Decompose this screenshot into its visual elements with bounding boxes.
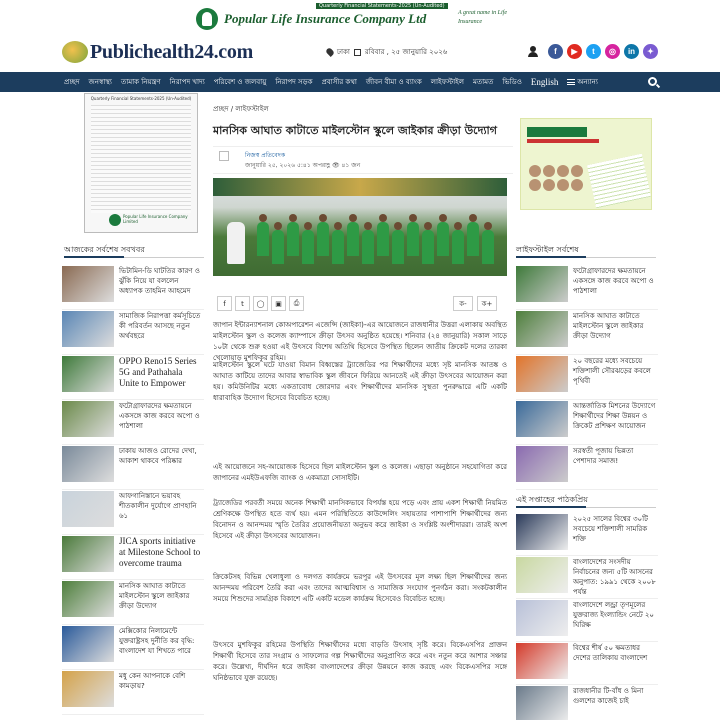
list-item[interactable] — [516, 514, 658, 556]
nav-expatriate[interactable]: প্রবাসীর কথা — [321, 78, 357, 86]
author-bar — [213, 146, 513, 174]
left-ad-company: Popular Life Insurance Company Limited — [123, 214, 188, 224]
article-paragraph: ক্রিকেটসহ বিভিন্ন খেলাধুলা ও দলগত কার্যক্রমে ভরপুর এই উৎসবের মূল লক্ষ্য ছিল শিক্ষার্থীদের জন্য আনন্দময় পরিবেশ তৈরি করা এবং তাদের আত্মবিশ্বাস ও সামাজিক সংযোগ পুনর্গঠন করা। সংকটকালীন সময়ে শিশুদের সামগ্রিক বিকাশে এটি একটি মডেল কার্যক্রম হিসেবেও বিবেচিত হচ্ছে। — [213, 573, 507, 603]
article-paragraph: মাইলস্টোন স্কুলে ঘটে যাওয়া বিমান বিধ্বস্তের ট্র্যাজেডির পর শিক্ষার্থীদের মধ্যে সৃষ্ট মানসিক আতঙ্ক ও আঘাত কাটিয়ে তাদের আবার স্বাভাবিক স্কুল জীবনে ফিরিয়ে আনতেই এই ক্রীড়া উৎসবের আয়োজন করা হয়। কমিউনিটির মধ্যে একতাবোধ জোরদার এবং শিক্ষার্থীদের মানসিক সুস্থতা পুনরুদ্ধারে এটি একটি ধারাবাহিক উদ্যোগ হিসেবে বিবেচিত হচ্ছে। — [213, 361, 507, 402]
popular-life-logo-icon — [196, 8, 218, 30]
player-figure — [347, 222, 359, 256]
left-section-heading: আজকের সর্বশেষ সবখবর — [64, 244, 204, 258]
list-item-headline[interactable]: ২০ বছরের মধ্যে সবচেয়ে শক্তিশালী সৌরঝড়ের কবলে পৃথিবী — [573, 357, 651, 385]
copy-link-icon[interactable]: ▣ — [271, 296, 286, 311]
list-item-thumbnail[interactable] — [516, 643, 568, 679]
list-item-thumbnail[interactable] — [516, 446, 568, 482]
nav-environment[interactable]: পরিবেশ ও জলবায়ু — [213, 78, 267, 86]
article-paragraph: জাপান ইন্টারন্যাশনাল কোঅপারেশন এজেন্সি (জাইকা)-এর আয়োজনে রাজধানীর উত্তরা এলাকায় অবস্থিত মাইলস্টোন স্কুল ও কলেজ ক্যাম্পাসে ক্রীড়া উৎসব অনুষ্ঠিত হয়েছে। শনিবার (২৪ জানুয়ারি) সকাল সাড়ে ১০টা থেকে শুরু হওয়া এই উৎসবে বিশেষ অতিথি হিসেবে উপস্থিত ছিলেন জাতীয় ক্রিকেট দলের তারকা খেলোয়াড় মুশফিকুর রহিম। — [213, 321, 507, 362]
list-item[interactable] — [516, 686, 658, 720]
weekly-popular-heading: এই সপ্তাহের পাঠকপ্রিয় — [516, 494, 656, 508]
list-item[interactable] — [62, 626, 204, 670]
right-sidebar-ad[interactable] — [520, 118, 652, 210]
author-name[interactable]: নিজস্ব প্রতিবেদক — [245, 152, 286, 159]
nav-video[interactable]: ভিডিও — [502, 78, 522, 86]
player-figure — [422, 230, 434, 264]
nav-insurance-bank[interactable]: জীবন বীমা ও ব্যাংক — [365, 78, 422, 86]
list-item-headline[interactable]: রাজধানীর টি-বাঁধ ও মিনা গুলশের কাজেই চাই — [573, 687, 644, 705]
list-item-thumbnail[interactable] — [516, 686, 568, 720]
list-item-headline[interactable]: আফগানিস্তানে ভয়াবহ শীতকালীন দুর্যোগে প্রাণহানি ৬১ — [119, 492, 197, 520]
list-item[interactable] — [62, 401, 204, 445]
list-item-thumbnail[interactable] — [62, 491, 114, 527]
site-logo[interactable] — [62, 38, 253, 66]
player-figure — [482, 230, 494, 264]
list-item-headline[interactable]: ভিটামিন-ডি ঘাটতির কারণ ও ঝুঁকি নিয়ে যা বললেন অধ্যাপক তাহমিন আহমেদ — [119, 267, 200, 295]
player-figure — [272, 230, 284, 264]
list-item[interactable] — [62, 311, 204, 355]
search-icon[interactable] — [648, 77, 657, 86]
list-item[interactable] — [516, 311, 658, 355]
view-count: ৪১ জন — [341, 162, 361, 169]
eye-icon: 👁 — [331, 162, 340, 169]
left-sidebar-ad[interactable] — [84, 93, 198, 233]
main-nav — [0, 72, 720, 92]
list-item-headline[interactable]: মেক্সিকোর নিলামেন্টে যুক্তরাষ্ট্রসহ দুর্নীতি কর বৃদ্ধি: বাংলাদেশ যা শিখতে পারে — [119, 627, 195, 655]
nav-lifestyle[interactable]: লাইফস্টাইল — [430, 78, 465, 86]
share-facebook-icon[interactable]: f — [217, 296, 232, 311]
list-item-headline[interactable]: বিশ্বের শীর্ষ ৫০ ক্ষমতাধর দেশের তালিকায় বাংলাদেশ — [573, 644, 648, 662]
player-figure — [407, 222, 419, 256]
breadcrumb — [213, 103, 269, 115]
list-item-thumbnail[interactable] — [62, 266, 114, 302]
ad-subtitle: Quarterly Financial Statements-2025 (Un-Audited) — [316, 3, 448, 9]
nav-home[interactable]: প্রচ্ছদ — [64, 78, 80, 86]
list-item-thumbnail[interactable] — [516, 311, 568, 347]
list-item-thumbnail[interactable] — [516, 557, 568, 593]
nav-safe-food[interactable]: নিরাপদ খাদ্য — [169, 78, 205, 86]
player-figure — [467, 222, 479, 256]
list-item[interactable] — [516, 401, 658, 445]
globe-logo-icon — [62, 41, 88, 63]
list-item-headline[interactable]: ফটোগ্রাফারদের ক্ষমতায়নে একসঙ্গে কাজ করবে অপো ও পাঠশালা — [119, 402, 200, 430]
player-figure — [302, 230, 314, 264]
event-banner — [213, 178, 507, 196]
share-twitter-icon[interactable]: t — [235, 296, 250, 311]
youtube-icon[interactable]: ▶ — [567, 44, 582, 59]
list-item-headline[interactable]: মানসিক আঘাত কাটাতে মাইলস্টোন স্কুলে জাইকার ক্রীড়া উদ্যোগ — [573, 312, 644, 340]
list-item-thumbnail[interactable] — [62, 311, 114, 347]
list-item-headline[interactable]: মধু কেন আপনাকে বেশি কামড়ায়? — [119, 672, 186, 690]
player-figure — [392, 230, 404, 264]
list-item-thumbnail[interactable] — [516, 266, 568, 302]
list-item-thumbnail[interactable] — [62, 581, 114, 617]
player-figure — [257, 222, 269, 256]
top-banner-ad[interactable] — [196, 4, 522, 34]
list-item-headline[interactable]: বাংলাদেশে লন্ড্রা তৃণমূলের যুক্তরাজ্য ইংল্যান্ডিং নেটে ২০ ঘিরিক্ষ — [573, 601, 654, 629]
list-item-headline[interactable]: ফটোগ্রাফারদের ক্ষমতায়নে একসঙ্গে কাজ করবে অপো ও পাঠশালা — [573, 267, 654, 295]
nav-more-label: অন্যান্য — [577, 78, 598, 86]
twitter-icon[interactable]: t — [586, 44, 601, 59]
list-item-headline[interactable]: সরস্বতী পূজায় ভিন্নতা পেশাদার সমাজ! — [573, 447, 634, 465]
font-increase-button[interactable]: ক+ — [477, 296, 497, 311]
location-pin-icon — [325, 47, 335, 57]
list-item[interactable] — [516, 600, 658, 642]
list-item[interactable] — [62, 491, 204, 535]
social-links — [528, 44, 658, 59]
breadcrumb-home[interactable]: প্রচ্ছদ — [213, 105, 229, 113]
list-item-thumbnail[interactable] — [516, 514, 568, 550]
player-figure — [332, 230, 344, 264]
hamburger-icon — [567, 79, 575, 85]
list-item-headline[interactable]: ২০২৫ সালের বিশ্বের ৩০টি সবচেয়ে শক্তিশালী সামরিক শক্তি — [573, 515, 648, 543]
list-item-headline[interactable]: মানসিক আঘাত কাটাতে মাইলস্টোন স্কুলে জাইকার ক্রীড়া উদ্যোগ — [119, 582, 190, 610]
cricketer-figure — [227, 222, 245, 264]
list-item[interactable] — [62, 356, 204, 400]
left-ad-heading: Quarterly Financial Statements-2025 (Un-Audited) — [90, 96, 192, 101]
share-bar — [213, 296, 507, 312]
podcast-icon[interactable]: ✦ — [643, 44, 658, 59]
financial-table-image — [91, 105, 191, 213]
right-ad-document-image — [587, 154, 651, 209]
list-item[interactable] — [62, 581, 204, 625]
list-item-thumbnail[interactable] — [62, 671, 114, 707]
date-text: রবিবার , ২৫ জানুয়ারি ২০২৬ — [364, 48, 448, 56]
list-item-headline[interactable]: আন্তর্জাতিক মিশনের উদ্যোগে শিক্ষার্থীদের শিক্ষা উন্নয়ন ও ক্রিকেট প্রশিক্ষণ আয়োজন — [573, 402, 656, 430]
player-figure — [362, 230, 374, 264]
list-item-thumbnail[interactable] — [516, 600, 568, 636]
list-item[interactable] — [62, 266, 204, 310]
player-figure — [287, 222, 299, 256]
ad-company-name: Popular Life Insurance Company Ltd — [224, 11, 427, 26]
nav-safe-road[interactable]: নিরাপদ সড়ক — [275, 78, 313, 86]
nav-public-health[interactable]: জনস্বাস্থ্য — [88, 78, 112, 86]
linkedin-icon[interactable]: in — [624, 44, 639, 59]
share-whatsapp-icon[interactable]: ◯ — [253, 296, 268, 311]
font-decrease-button[interactable]: ক- — [453, 296, 473, 311]
right-ad-header — [527, 127, 587, 137]
breadcrumb-section[interactable]: লাইফস্টাইল — [235, 105, 269, 113]
list-item-thumbnail[interactable] — [62, 356, 114, 392]
right-ad-portraits — [529, 165, 585, 191]
list-item[interactable] — [62, 446, 204, 490]
list-item[interactable] — [516, 356, 658, 400]
article-paragraph: এই আয়োজনে সহ-আয়োজক হিসেবে ছিল মাইলস্টোন স্কুল ও কলেজ। এছাড়া অনুষ্ঠানে সহযোগিতা করে জাপানের এমইউএফজি ব্যাংক ও একমাত্রা সোসাইটি। — [213, 463, 507, 482]
calendar-icon — [354, 49, 361, 56]
player-figure — [437, 222, 449, 256]
list-item-thumbnail[interactable] — [516, 401, 568, 437]
list-item[interactable] — [62, 536, 204, 580]
facebook-icon[interactable]: f — [548, 44, 563, 59]
print-icon[interactable]: ⎙ — [289, 296, 304, 311]
list-item[interactable] — [516, 446, 658, 490]
nav-opinion[interactable]: মতামত — [473, 78, 494, 86]
article-hero-image — [213, 178, 507, 276]
list-item-headline[interactable]: JICA sports initiative at Milestone School to overcome trauma — [119, 536, 201, 568]
lifestyle-latest-heading: লাইফস্টাইল সর্বশেষ — [516, 244, 656, 258]
left-ad-logo-icon — [109, 214, 121, 226]
player-figure — [377, 222, 389, 256]
author-avatar — [219, 151, 229, 161]
user-login-icon[interactable] — [528, 46, 538, 58]
list-item[interactable] — [516, 557, 658, 599]
nav-english[interactable]: English — [530, 77, 559, 87]
player-figure — [317, 222, 329, 256]
list-item-thumbnail[interactable] — [62, 401, 114, 437]
nav-more-menu[interactable] — [567, 76, 598, 88]
list-item-headline[interactable]: OPPO Reno15 Series 5G and Pathahala Unite to Empower — [119, 356, 197, 388]
article-paragraph: ট্র্যাজেডির পরবর্তী সময়ে অনেক শিক্ষার্থী মানসিকভাবে বিপর্যস্ত হয়ে পড়ে এবং প্রায় একশ শিক্ষার্থী নিয়মিত শ্রেণিকক্ষে উপস্থিত হতে ব্যর্থ হয়। এমন পরিস্থিতিতে কাউন্সেলিং সহায়তার পাশাপাশি শিক্ষার্থীদের জন্য বিনোদন ও আনন্দময় স্মৃতি তৈরির প্রয়োজনীয়তা অনুভব করে জাইকা ও সংশ্লিষ্ট অংশীদাররা। তারই অংশ হিসেবে এই ক্রীড়া উৎসবের আয়োজন। — [213, 499, 507, 540]
instagram-icon[interactable]: ◎ — [605, 44, 620, 59]
list-item[interactable] — [516, 643, 658, 685]
list-item-headline[interactable]: বাংলাদেশের সংসদীয় নির্বাচনের জন্য ৫টি আসনের অনুপাত: ১৯৯১ থেকে ২০০৮ পর্যন্ত — [573, 558, 656, 596]
site-name: Publichealth24.com — [90, 40, 253, 63]
nav-tobacco-control[interactable]: তামাক নিয়ন্ত্রণ — [120, 78, 161, 86]
article-paragraph: উৎসবে মুশফিকুর রহিমের উপস্থিতি শিক্ষার্থীদের মধ্যে বাড়তি উৎসাহ সৃষ্টি করে। বিকেএসপির প্রাক্তন শিক্ষার্থী হিসেবে তার সংগ্রাম ও সাফল্যের গল্প শিক্ষার্থীদের অনুপ্রাণিত করে এবং নতুন করে আশার সঞ্চার করে। উল্লেখ্য, দীর্ঘদিন ধরে জাইকা বাংলাদেশের ক্রীড়া উন্নয়নে কাজ করছে এবং বিকেএসপির সঙ্গে ঘনিষ্ঠভাবে যুক্ত রয়েছে। — [213, 641, 507, 682]
list-item[interactable] — [516, 266, 658, 310]
list-item-headline[interactable]: সামাজিক নিরাপত্তা কর্মসূচিতে কী পরিবর্তন আসছে নতুন অর্থবছরে — [119, 312, 201, 340]
ad-tagline: A great name in Life Insurance — [458, 10, 507, 25]
location-text: ঢাকা — [337, 48, 350, 56]
list-item-thumbnail[interactable] — [62, 536, 114, 572]
list-item-thumbnail[interactable] — [62, 626, 114, 662]
list-item-headline[interactable]: ঢাকায় আজও রোদের দেখা, আকাশ থাকবে পরিষ্কার — [119, 447, 197, 465]
breadcrumb-separator: / — [230, 105, 234, 113]
article-title: মানসিক আঘাত কাটাতে মাইলস্টোন স্কুলে জাইকার ক্রীড়া উদ্যোগ — [213, 124, 497, 137]
publish-meta — [245, 160, 360, 171]
list-item-thumbnail[interactable] — [62, 446, 114, 482]
player-figure — [452, 230, 464, 264]
list-item-thumbnail[interactable] — [516, 356, 568, 392]
list-item[interactable] — [62, 671, 204, 715]
dateline — [327, 46, 447, 58]
publish-date: জানুয়ারি ২৫, ২০২৬ ৫:৪১ অপরাহ্ণ — [245, 162, 331, 169]
right-ad-subheader — [527, 139, 599, 143]
